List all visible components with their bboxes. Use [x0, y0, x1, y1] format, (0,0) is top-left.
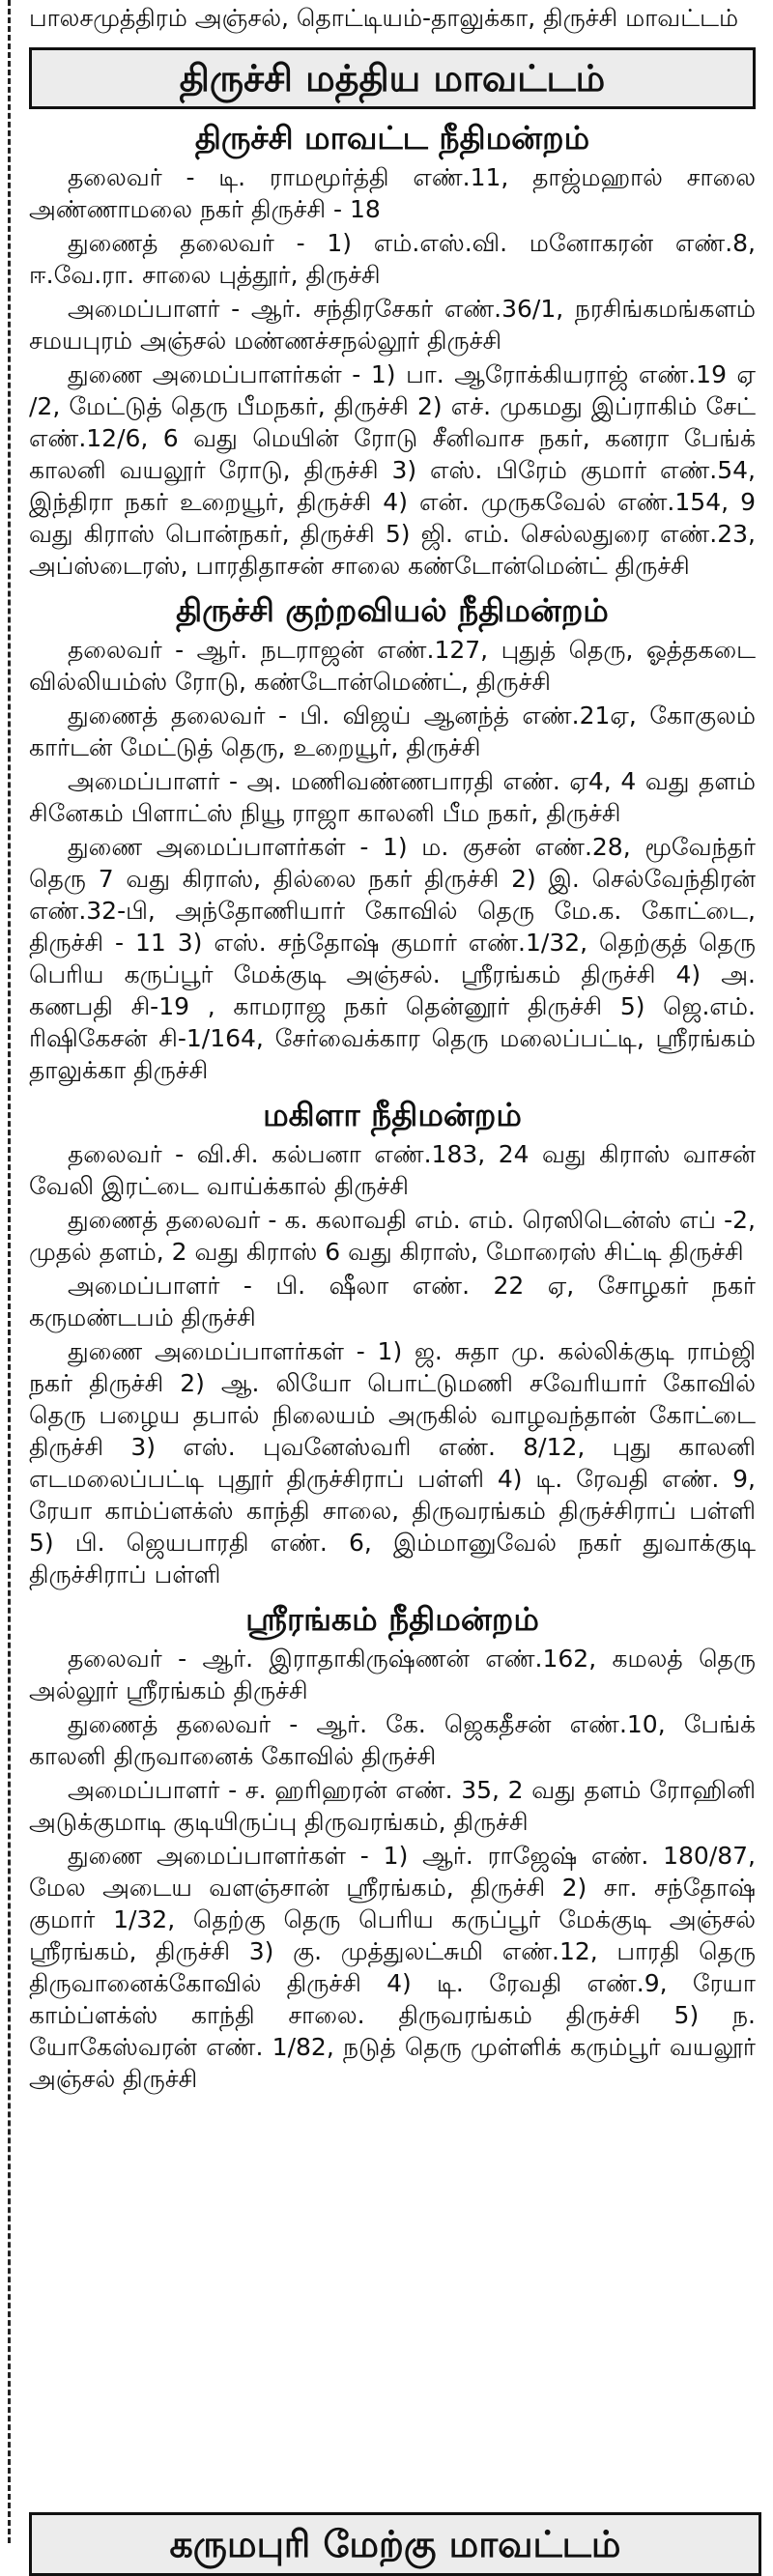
organizer-entry: அமைப்பாளர் - பி. ஷீலா எண். 22 ஏ, சோழகர் நகர் கருமண்டபம் திருச்சி: [29, 1272, 756, 1331]
president-entry: தலைவர் - ஆர். நடராஜன் எண்.127, புதுத் தெரு, ஓத்தகடை வில்லியம்ஸ் ரோடு, கண்டோன்மெண்ட், திருச்சி: [29, 636, 756, 696]
president-entry: தலைவர் - வி.சி. கல்பனா எண்.183, 24 வது கிராஸ் வாசன் வேலி இரட்டை வாய்க்கால் திருச்சி: [29, 1140, 756, 1200]
vice-president-entry: துணைத் தலைவர் - பி. விஜய் ஆனந்த் எண்.21ஏ, கோகுலம் கார்டன் மேட்டுத் தெரு, உறையூர், திருச்சி: [29, 701, 756, 761]
vice-president-entry: துணைத் தலைவர் - 1) எம்.எஸ்.வி. மனோகரன் எண்.8, ஈ.வே.ரா. சாலை புத்தூர், திருச்சி: [29, 229, 756, 289]
organizer-entry: அமைப்பாளர் - ஆர். சந்திரசேகர் எண்.36/1, நரசிங்கமங்களம் சமயபுரம் அஞ்சல் மண்ணச்சநல்லூர் திருச்சி: [29, 295, 756, 355]
dashed-column-rule: [8, 0, 11, 2543]
court-heading-criminal: திருச்சி குற்றவியல் நீதிமன்றம்: [176, 591, 609, 629]
organizer-entry: அமைப்பாளர் - ச. ஹரிஹரன் எண். 35, 2 வது தளம் ரோஹினி அடுக்குமாடி குடியிருப்பு திருவரங்கம், திருச்சி: [29, 1776, 756, 1836]
deputy-organizers-entry: துணை அமைப்பாளர்கள் - 1) பா. ஆரோக்கியராஜ் எண்.19 ஏ /2, மேட்டுத் தெரு பீமநகர், திருச்சி 2) எச். முகமது இப்ராகிம் சேட் எண்.12/6, 6 வது மெயின் ரோடு சீனிவாச நகர், கனரா பேங்க் காலனி வயலூர் ரோடு, திருச்சி 3) எஸ். பிரேம் குமார் எண்.54, இந்திரா நகர் உறையூர், திருச்சி 4) என். முருகவேல் எண்.154, 9 வது கிராஸ் பொன்நகர், திருச்சி 5) ஜி. எம். செல்லதுரை எண்.23, அப்ஸ்டைரஸ், பாரதிதாசன் சாலை கண்டோன்மென்ட் திருச்சி: [29, 360, 756, 580]
president-entry: தலைவர் - ஆர். இராதாகிருஷ்ணன் எண்.162, கமலத் தெரு அல்லூர் ஸ்ரீரங்கம் திருச்சி: [29, 1645, 756, 1704]
next-district-heading: கருமபுரி மேற்கு மாவட்டம்: [29, 2512, 761, 2576]
president-entry: தலைவர் - டி. ராமமூர்த்தி எண்.11, தாஜ்மஹால் சாலை அண்ணாமலை நகர் திருச்சி - 18: [29, 163, 756, 223]
deputy-organizers-entry: துணை அமைப்பாளர்கள் - 1) ஜ. சுதா மு. கல்லிக்குடி ராம்ஜி நகர் திருச்சி 2) ஆ. லியோ பொட்டுமணி சவேரியார் கோவில் தெரு பழைய தபால் நிலையம் அருகில் வாழவந்தான் கோட்டை திருச்சி 3) எஸ். புவனேஸ்வரி எண். 8/12, புது காலனி எடமலைப்பட்டி புதூர் திருச்சிராப் பள்ளி 4) டி. ரேவதி எண். 9, ரேயா காம்ப்ளக்ஸ் காந்தி சாலை, திருவரங்கம் திருச்சிராப் பள்ளி 5) பி. ஜெயபாரதி எண். 6, இம்மானுவேல் நகர் துவாக்குடி திருச்சிராப் பள்ளி: [29, 1337, 756, 1589]
organizer-entry: அமைப்பாளர் - அ. மணிவண்ணபாரதி எண். ஏ4, 4 வது தளம் சினேகம் பிளாட்ஸ் நியூ ராஜா காலனி பீம நகர், திருச்சி: [29, 767, 756, 827]
article-column: [29, 0, 756, 2097]
deputy-organizers-entry: துணை அமைப்பாளர்கள் - 1) ம. குசன் எண்.28, மூவேந்தர் தெரு 7 வது கிராஸ், தில்லை நகர் திருச்சி 2) இ. செல்வேந்திரன் எண்.32-பி, அந்தோணியார் கோவில் தெரு மே.க. கோட்டை, திருச்சி - 11 3) எஸ். சந்தோஷ் குமார் எண்.1/32, தெற்குத் தெரு பெரிய கருப்பூர் மேக்குடி அஞ்சல். ஸ்ரீரங்கம் திருச்சி 4) அ. கணபதி சி-19 , காமராஜ நகர் தென்னூர் திருச்சி 5) ஜெ.எம். ரிஷிகேசன் சி-1/164, சேர்வைக்கார தெரு மலைப்பட்டி, ஸ்ரீரங்கம் தாலுக்கா திருச்சி: [29, 833, 756, 1084]
court-heading-district: திருச்சி மாவட்ட நீதிமன்றம்: [194, 119, 590, 157]
continued-text: பாலசமுத்திரம் அஞ்சல், தொட்டியம்-தாலுக்கா, திருச்சி மாவட்டம்: [29, 4, 739, 32]
vice-president-entry: துணைத் தலைவர் - ஆர். கே. ஜெகதீசன் எண்.10, பேங்க் காலனி திருவானைக் கோவில் திருச்சி: [29, 1710, 756, 1770]
district-heading: திருச்சி மத்திய மாவட்டம்: [29, 47, 756, 109]
vice-president-entry: துணைத் தலைவர் - க. கலாவதி எம். எம். ரெஸிடென்ஸ் எப் -2, முதல் தளம், 2 வது கிராஸ் 6 வது கிராஸ், மோரைஸ் சிட்டி திருச்சி: [29, 1206, 756, 1266]
deputy-organizers-entry: துணை அமைப்பாளர்கள் - 1) ஆர். ராஜேஷ் எண். 180/87, மேல அடைய வளஞ்சான் ஸ்ரீரங்கம், திருச்சி 2) சா. சந்தோஷ் குமார் 1/32, தெற்கு தெரு பெரிய கருப்பூர் மேக்குடி அஞ்சல் ஸ்ரீரங்கம், திருச்சி 3) கு. முத்துலட்சுமி எண்.12, பாரதி தெரு திருவானைக்கோவில் திருச்சி 4) டி. ரேவதி எண்.9, ரேயா காம்ப்ளக்ஸ் காந்தி சாலை. திருவரங்கம் திருச்சி 5) ந. யோகேஸ்வரன் எண். 1/82, நடுத் தெரு முள்ளிக் கரும்பூர் வயலூர் அஞ்சல் திருச்சி: [29, 1842, 756, 2093]
court-heading-mahila: மகிளா நீதிமன்றம்: [263, 1096, 522, 1133]
court-heading-srirangam: ஸ்ரீரங்கம் நீதிமன்றம்: [245, 1600, 539, 1638]
